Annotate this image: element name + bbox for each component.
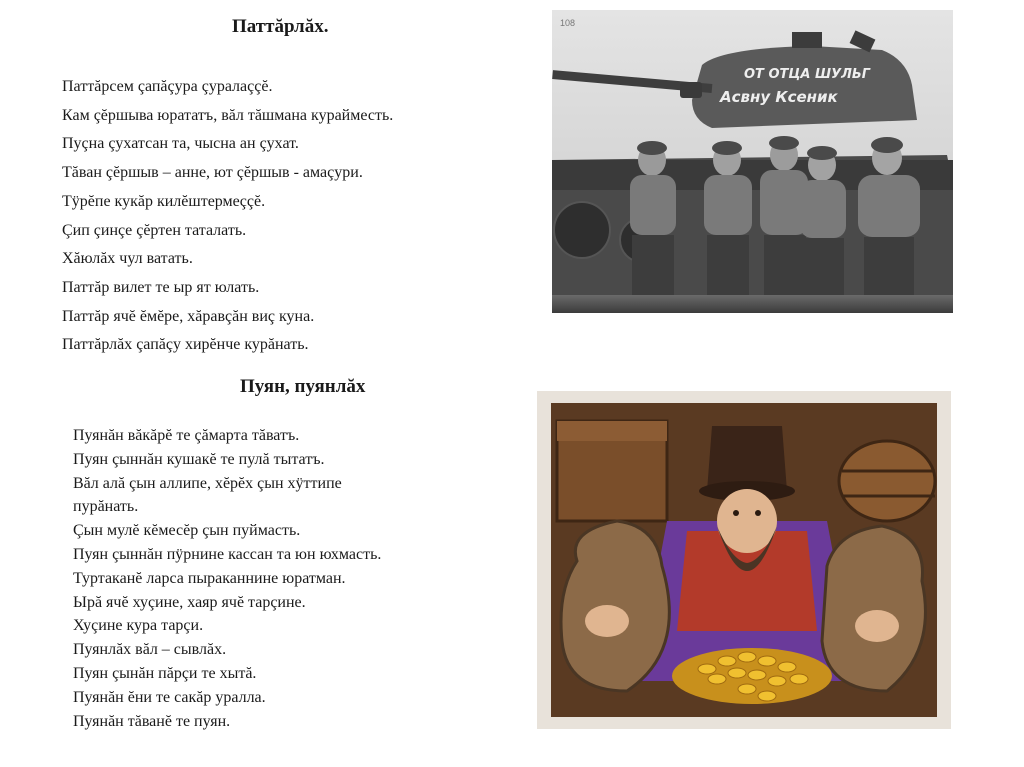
proverb-line: Кам çĕршыва юрататъ, вăл тăшмана курайместь. <box>62 106 394 124</box>
proverb-line: Тÿрĕпе кукăр килĕштермеççĕ. <box>62 192 266 210</box>
proverb-line: Пуянлăх вăл – сывлăх. <box>73 641 227 659</box>
section-title-wealth: Пуян, пуянлăх <box>240 376 366 397</box>
tank-slogan-2: Асвну Ксеник <box>720 88 838 106</box>
proverb-list-wealth <box>73 424 381 733</box>
proverb-list-heroism <box>62 73 393 360</box>
proverb-line: Пуян çыннăн пÿрнине кассан та юн юхмасть. <box>73 545 382 563</box>
section-title-heroism: Паттăрлăх. <box>232 16 329 37</box>
proverb-line: Паттăрсем çапăçура çуралаççĕ. <box>62 78 273 95</box>
tank-soldiers-photo <box>552 10 953 313</box>
proverb-line: Пуянăн вăкăрĕ те çăмарта тăватъ. <box>73 427 300 444</box>
proverb-line: Пуянăн ĕни те сакăр уралла. <box>73 688 266 706</box>
photo-number: 108 <box>560 18 576 28</box>
proverb-line: Хăюлăх чул ватать. <box>62 250 193 268</box>
proverb-line: Пуянăн тăванĕ те пуян. <box>73 712 231 730</box>
proverb-line: Хуçине кура тарçи. <box>73 617 204 635</box>
proverb-line: Туртаканĕ ларса пыраканнине юратман. <box>73 569 346 587</box>
proverb-line: Паттăр вилет те ыр ят юлать. <box>62 278 260 296</box>
proverb-line: Ырă ячĕ хуçине, хаяр ячĕ тарçине. <box>73 593 306 611</box>
proverb-line: Çип çинçе çĕртен таталать. <box>62 221 247 239</box>
rich-merchant-illustration <box>537 391 951 729</box>
proverb-line: Тăван çĕршыв – анне, ют çĕршыв - амаçури. <box>62 164 363 182</box>
proverb-line: Пуçна çухатсан та, чысна ан çухат. <box>62 135 299 153</box>
proverb-line: Пуян çынăн пăрçи те хытă. <box>73 664 257 682</box>
proverb-line: Пуян çыннăн кушакĕ те пулă тытатъ. <box>73 450 325 468</box>
proverb-line: Çын мулĕ кĕмесĕр çын пуймасть. <box>73 522 301 540</box>
proverb-line: Паттăрлăх çапăçу хирĕнче курăнать. <box>62 336 309 354</box>
proverb-line: Вăл алă çын аллипе, хĕрĕх çын хÿттипе <box>73 474 342 492</box>
proverb-line: Паттăр ячĕ ĕмĕре, хăравçăн виç куна. <box>62 307 315 325</box>
tank-slogan-1: ОТ ОТЦА ШУЛЬГ <box>744 67 871 82</box>
proverb-line: пурăнать. <box>73 498 139 516</box>
